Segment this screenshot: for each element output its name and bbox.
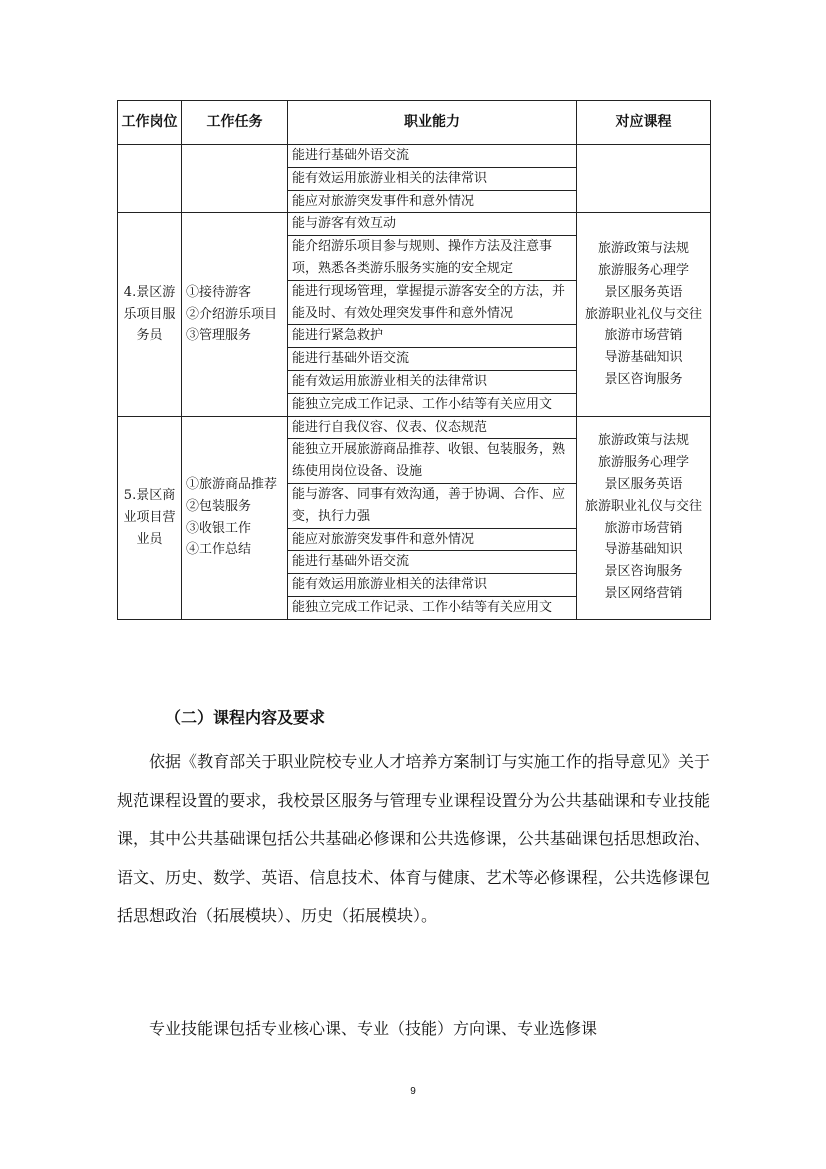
ability-cell: 能独立完成工作记录、工作小结等有关应用文 [288,596,577,619]
course-item: 旅游市场营销 [604,328,683,344]
ability-cell: 能独立完成工作记录、工作小结等有关应用文 [288,393,577,416]
task-item: ①旅游商品推荐 [186,477,278,493]
task-item: ④工作总结 [186,542,252,558]
course-item: 旅游服务心理学 [597,262,689,278]
task-cell [182,213,288,416]
course-item: 景区咨询服务 [604,371,683,387]
task-item: ②介绍游乐项目 [186,306,278,322]
position-cell: 4.景区游乐项目服务员 [118,213,182,416]
course-cell [577,416,711,619]
table-header-row [118,101,711,145]
ability-cell: 能进行基础外语交流 [288,348,577,371]
course-item: 导游基础知识 [604,542,683,558]
ability-cell: 能有效运用旅游业相关的法律常识 [288,167,577,190]
ability-cell: 能独立开展旅游商品推荐、收银、包装服务，熟练使用岗位设备、设施 [288,439,577,484]
header-task: 工作任务 [182,101,288,145]
course-item: 旅游政策与法规 [597,433,689,449]
competency-table [117,100,711,620]
table-row [118,213,711,236]
body-paragraph: 专业技能课包括专业核心课、专业（技能）方向课、专业选修课 [149,1019,598,1038]
header-position: 工作岗位 [118,101,182,145]
course-item: 旅游政策与法规 [597,241,689,257]
ability-cell: 能应对旅游突发事件和意外情况 [288,528,577,551]
course-item: 景区服务英语 [604,284,683,300]
task-item: ②包装服务 [186,498,252,514]
ability-cell: 能进行自我仪容、仪表、仪态规范 [288,416,577,439]
header-ability: 职业能力 [288,101,577,145]
position-cell-empty [118,145,182,213]
position-cell: 5.景区商业项目营业员 [118,416,182,619]
body-paragraph: 依据《教育部关于职业院校专业人才培养方案制订与实施工作的指导意见》关于规范课程设置的要求，我校景区服务与管理专业课程设置分为公共基础课和专业技能课，其中公共基础课包括公共基础必修课和公共选修课，公共基础课包括思想政治、语文、历史、数学、英语、信息技术、体育与健康、艺术等必修课程，公共选修课包括思想政治（拓展模块）、历史（拓展模块）。 [117,752,710,925]
course-cell-empty [577,145,711,213]
course-item: 导游基础知识 [604,350,683,366]
ability-cell: 能有效运用旅游业相关的法律常识 [288,574,577,597]
task-item: ③管理服务 [186,328,252,344]
task-cell [182,416,288,619]
course-item: 旅游服务心理学 [597,455,689,471]
ability-cell: 能有效运用旅游业相关的法律常识 [288,370,577,393]
ability-cell: 能与游客有效互动 [288,213,577,236]
course-item: 旅游市场营销 [604,520,683,536]
task-item: ①接待游客 [186,284,252,300]
ability-cell: 能介绍游乐项目参与规则、操作方法及注意事项，熟悉各类游乐服务实施的安全规定 [288,236,577,281]
ability-cell: 能进行紧急救护 [288,325,577,348]
course-cell [577,213,711,416]
task-cell-empty [182,145,288,213]
course-item: 旅游职业礼仪与交往 [584,306,702,322]
table-row [118,145,711,168]
course-item: 景区服务英语 [604,477,683,493]
course-item: 景区咨询服务 [604,564,683,580]
course-item: 景区网络营销 [604,586,683,602]
header-course: 对应课程 [577,101,711,145]
task-item: ③收银工作 [186,520,252,536]
table-row [118,416,711,439]
course-item: 旅游职业礼仪与交往 [584,498,702,514]
ability-cell: 能与游客、同事有效沟通，善于协调、合作、应变，执行力强 [288,483,577,528]
page-number: 9 [410,1086,416,1097]
ability-cell: 能进行基础外语交流 [288,145,577,168]
ability-cell: 能应对旅游突发事件和意外情况 [288,190,577,213]
section-title: （二）课程内容及要求 [165,708,326,727]
ability-cell: 能进行基础外语交流 [288,551,577,574]
ability-cell: 能进行现场管理，掌握提示游客安全的方法，并能及时、有效处理突发事件和意外情况 [288,280,577,325]
